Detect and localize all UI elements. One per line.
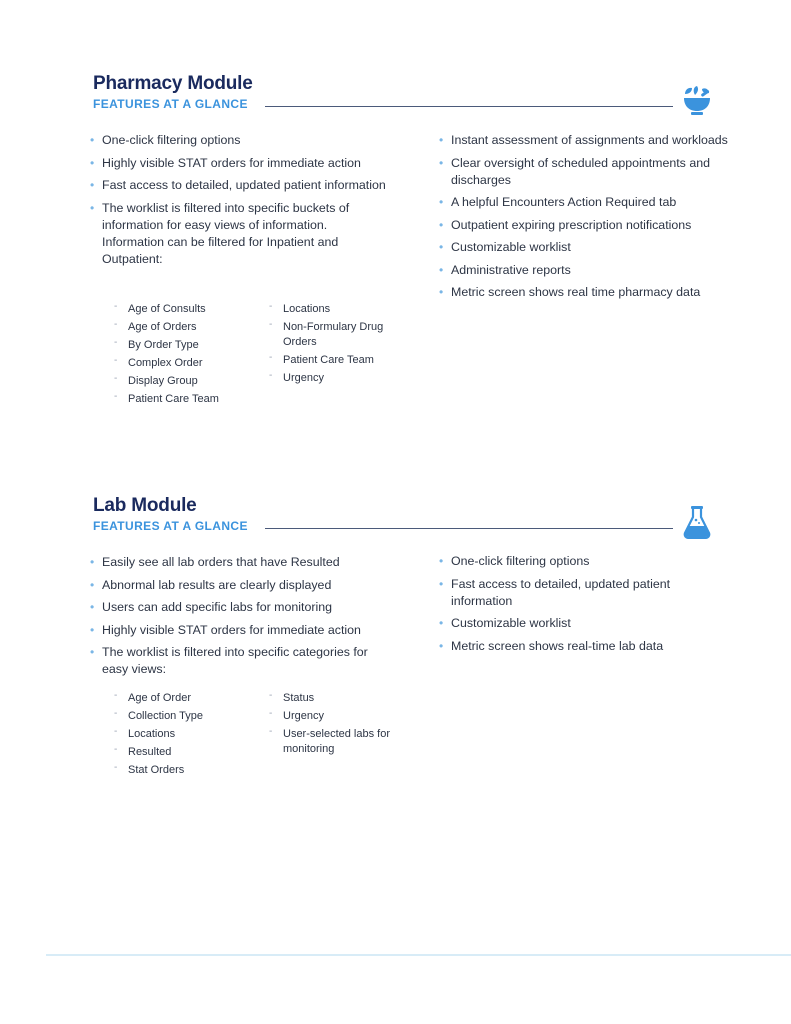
pharmacy-title: Pharmacy Module	[93, 73, 253, 94]
sub-list-item: - Non-Formulary Drug Orders	[269, 320, 409, 349]
list-item: • The worklist is filtered into specific buckets of information for easy views of information. Information can be filtered for Inpatient and Outpatient:	[90, 200, 390, 268]
list-item: • Customizable worklist	[439, 239, 729, 256]
sub-list-item: - Locations	[114, 727, 254, 742]
list-item: • Customizable worklist	[439, 615, 729, 632]
list-item: • Users can add specific labs for monitoring	[90, 599, 390, 616]
sub-list-item: - Locations	[269, 302, 409, 317]
sub-list-item: - Age of Order	[114, 691, 254, 706]
list-item: • Fast access to detailed, updated patient information	[90, 177, 390, 194]
flask-icon	[683, 505, 711, 544]
sub-list-item: - Patient Care Team	[114, 392, 254, 407]
sub-list-item: - Stat Orders	[114, 763, 254, 778]
footer-divider	[46, 954, 791, 956]
list-item: • One-click filtering options	[90, 132, 390, 149]
list-item: • Instant assessment of assignments and workloads	[439, 132, 729, 149]
sub-list-item: - Urgency	[269, 371, 409, 386]
sub-list-item: - By Order Type	[114, 338, 254, 353]
sub-list-item: - Age of Orders	[114, 320, 254, 335]
sub-list-item: - Display Group	[114, 374, 254, 389]
lab-left-list	[90, 554, 390, 684]
sub-list-item: - Collection Type	[114, 709, 254, 724]
list-item: • A helpful Encounters Action Required tab	[439, 194, 729, 211]
list-item: • One-click filtering options	[439, 553, 729, 570]
lab-subtitle: FEATURES AT A GLANCE	[93, 519, 248, 533]
lab-title: Lab Module	[93, 495, 197, 516]
sub-list-item: - Age of Consults	[114, 302, 254, 317]
list-item: • Highly visible STAT orders for immediate action	[90, 622, 390, 639]
list-item: • Clear oversight of scheduled appointments and discharges	[439, 155, 729, 189]
list-item: • Administrative reports	[439, 262, 729, 279]
list-item: • Metric screen shows real time pharmacy data	[439, 284, 729, 301]
list-item: • Abnormal lab results are clearly displayed	[90, 577, 390, 594]
list-item: • Highly visible STAT orders for immediate action	[90, 155, 390, 172]
sub-list-item: - Resulted	[114, 745, 254, 760]
lab-sub-list-left	[114, 691, 254, 781]
pharmacy-subtitle: FEATURES AT A GLANCE	[93, 97, 248, 111]
sub-list-item: - Status	[269, 691, 399, 706]
lab-right-list	[439, 553, 729, 660]
list-item: • Fast access to detailed, updated patient information	[439, 576, 729, 610]
lab-divider	[265, 528, 673, 529]
sub-list-item: - Urgency	[269, 709, 399, 724]
sub-list-item: - Complex Order	[114, 356, 254, 371]
lab-sub-list-right	[269, 691, 399, 760]
list-item: • The worklist is filtered into specific categories for easy views:	[90, 644, 390, 678]
list-item: • Outpatient expiring prescription notifications	[439, 217, 729, 234]
sub-list-item: - Patient Care Team	[269, 353, 409, 368]
list-item: • Metric screen shows real-time lab data	[439, 638, 729, 655]
list-item: • Easily see all lab orders that have Resulted	[90, 554, 390, 571]
sub-list-item: - User-selected labs for monitoring	[269, 727, 399, 756]
